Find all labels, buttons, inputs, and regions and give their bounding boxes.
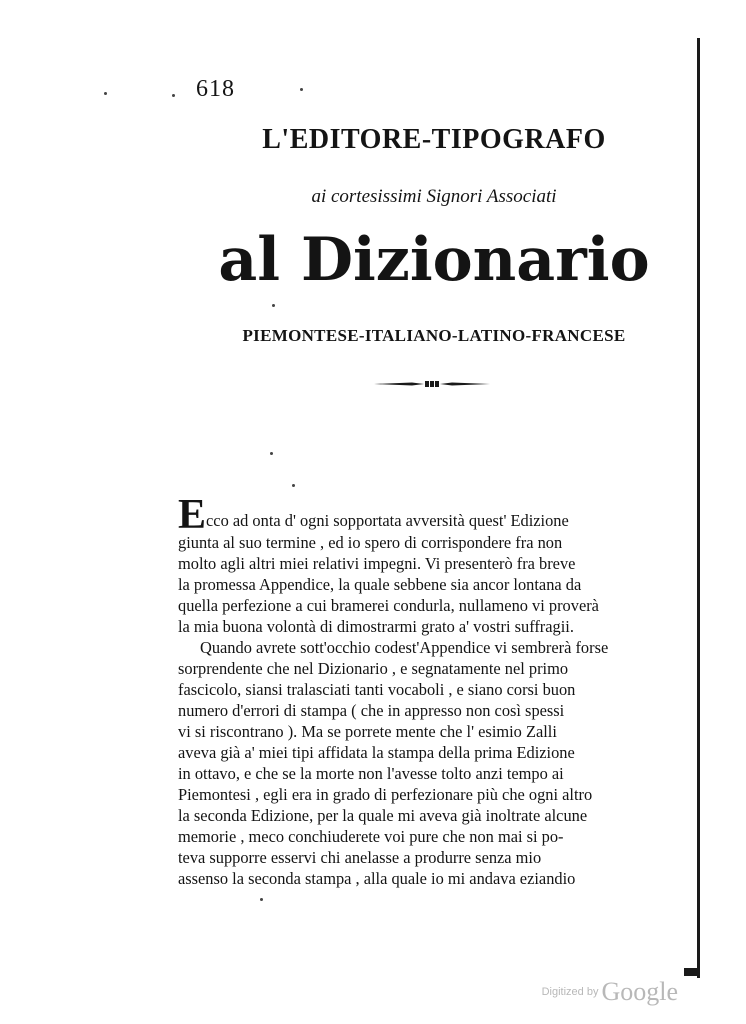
- body-line: Piemontesi , egli era in grado di perfezionare più che ogni altro: [178, 785, 593, 804]
- body-line: giunta al suo termine , ed io spero di corrispondere fra non: [178, 533, 563, 552]
- scan-speck: [292, 484, 295, 487]
- body-line: la promessa Appendice, la quale sebbene sia ancor lontana da: [178, 575, 582, 594]
- body-line: la seconda Edizione, per la quale mi aveva già inoltrate alcune: [178, 806, 588, 825]
- body-line: [178, 492, 569, 538]
- title-dictionary: al Dizionario: [218, 225, 650, 295]
- scan-speck: [104, 92, 107, 95]
- google-logo: Google: [601, 977, 678, 1006]
- scan-speck: [172, 94, 175, 97]
- body-line: Quando avrete sott'occhio codest'Appendice vi sembrerà forse: [200, 638, 609, 657]
- scan-speck: [272, 304, 275, 307]
- body-line: teva supporre esservi chi anelasse a produrre senza mio: [178, 848, 542, 867]
- title-editor-typographer: L'EDITORE-TIPOGRAFO: [262, 124, 606, 155]
- body-line: in ottavo, e che se la morte non l'avesse tolto anzi tempo ai: [178, 764, 564, 783]
- body-line: la mia buona volontà di dimostrarmi grato a' vostri suffragii.: [178, 617, 574, 636]
- watermark-prefix: Digitized by: [541, 986, 599, 998]
- page-number: 618: [196, 76, 235, 102]
- title-dedication: ai cortesissimi Signori Associati: [311, 186, 557, 207]
- body-line: molto agli altri miei relativi impegni. Vi presenterò fra breve: [178, 554, 576, 573]
- scan-speck: [270, 452, 273, 455]
- body-line: aveva già a' miei tipi affidata la stampa della prima Edizione: [178, 743, 575, 762]
- title-languages: PIEMONTESE-ITALIANO-LATINO-FRANCESE: [242, 326, 626, 345]
- body-line: numero d'errori di stampa ( che in appresso non così spessi: [178, 701, 565, 720]
- body-line: assenso la seconda stampa , alla quale io mi andava eziandio: [178, 869, 576, 888]
- drop-cap: E: [178, 492, 207, 538]
- body-line: fascicolo, siansi tralasciati tanti vocaboli , e siano corsi buon: [178, 680, 576, 699]
- page-edge-foot: [684, 968, 700, 976]
- body-line: quella perfezione a cui bramerei condurla, nullameno vi proverà: [178, 596, 599, 615]
- body-line: vi si riscontrano ). Ma se porrete mente che l' esimio Zalli: [178, 722, 557, 741]
- ornament-divider-icon: [372, 376, 492, 392]
- body-line: memorie , meco conchiuderete voi pure che non mai si po-: [178, 827, 564, 846]
- scan-speck: [300, 88, 303, 91]
- body-line-text: cco ad onta d' ogni sopportata avversità quest' Edizione: [206, 511, 569, 530]
- digitized-watermark: [508, 974, 678, 1010]
- scan-speck: [260, 898, 263, 901]
- page-edge-shadow: [697, 38, 700, 978]
- body-line: sorprendente che nel Dizionario , e segnatamente nel primo: [178, 659, 569, 678]
